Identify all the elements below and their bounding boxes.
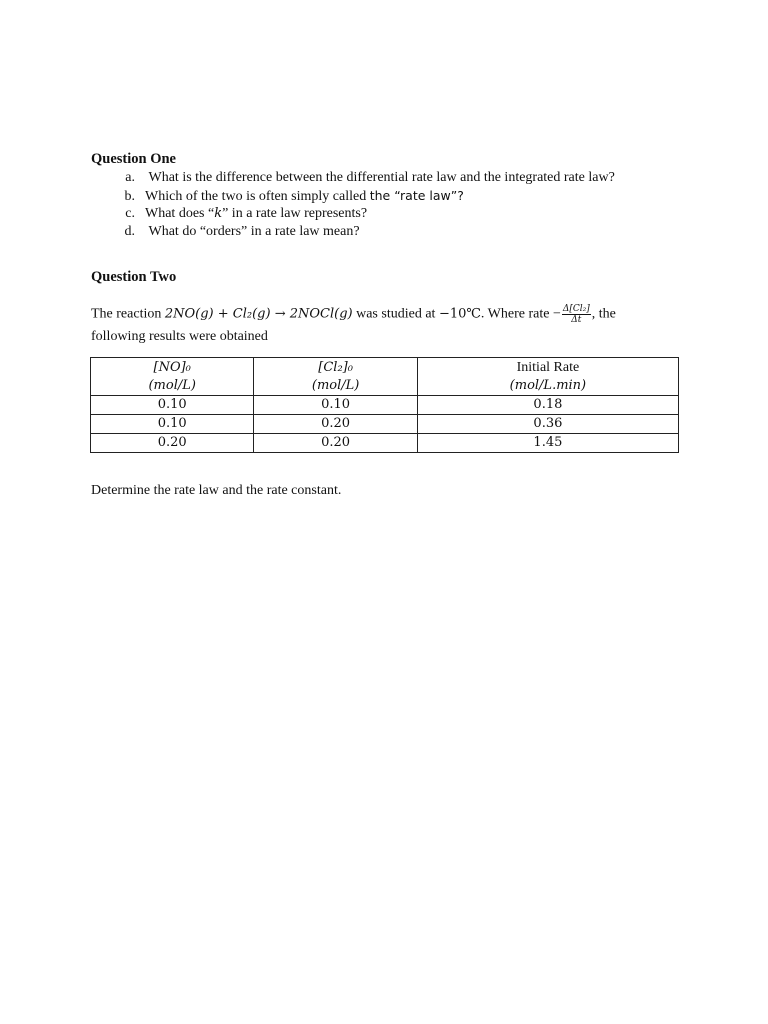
item-letter: c. (125, 206, 135, 221)
header-unit: (mol/L.min) (509, 377, 587, 393)
header-no (91, 358, 254, 396)
table-cell: 0.20 (254, 415, 417, 434)
header-cl2 (254, 358, 417, 396)
item-text-part: What does “ (145, 206, 215, 221)
item-letter: d. (124, 224, 135, 239)
table-cell: 1.45 (417, 434, 678, 453)
table-cell: 0.20 (91, 434, 254, 453)
reaction-equation: 2NO(g) + Cl₂(g) → 2NOCl(g) (164, 306, 353, 322)
table-cell: 0.10 (91, 396, 254, 415)
question-two-intro (91, 304, 616, 325)
table-cell: 0.10 (254, 396, 417, 415)
intro-text: . Where rate − (480, 306, 561, 322)
table-cell: 0.18 (417, 396, 678, 415)
list-item (91, 223, 615, 241)
table-header-row (91, 358, 679, 396)
table-row (91, 415, 679, 434)
item-text: What is the difference between the differential rate law and the integrated rate law? (148, 170, 615, 185)
list-item (91, 187, 615, 205)
item-text (145, 187, 464, 206)
item-letter: b. (124, 189, 135, 204)
question-two-heading: Question Two (91, 269, 177, 285)
temperature: −10℃ (438, 306, 481, 322)
question-one-heading: Question One (91, 151, 176, 167)
intro-text: The reaction (91, 306, 165, 322)
item-text: What do “orders” in a rate law mean? (148, 224, 360, 239)
intro-text: was studied at (352, 306, 439, 322)
question-one-list (91, 169, 615, 241)
header-line: [NO]₀ (153, 359, 191, 375)
header-line: Initial Rate (516, 359, 580, 375)
header-unit: (mol/L) (148, 377, 196, 393)
item-text (145, 205, 367, 223)
k-symbol: k (214, 206, 223, 221)
question-two-intro-line2: following results were obtained (91, 329, 268, 344)
item-text-part: ” in a rate law represents? (222, 206, 368, 221)
list-item (91, 205, 615, 223)
header-unit: (mol/L) (311, 377, 360, 393)
item-text-part: Which of the two is often simply called (145, 189, 370, 204)
rate-law-quote: the “rate law”? (369, 188, 464, 203)
table-row (91, 434, 679, 453)
table-cell: 0.10 (91, 415, 254, 434)
item-letter: a. (125, 170, 135, 185)
table-cell: 0.36 (417, 415, 678, 434)
fraction-numerator: Δ[Cl₂] (562, 304, 590, 314)
rate-fraction (562, 304, 591, 325)
list-item (91, 169, 615, 187)
table-cell: 0.20 (254, 434, 417, 453)
intro-text: , the (591, 306, 616, 322)
header-rate (417, 358, 678, 396)
rate-data-table (90, 357, 679, 453)
header-line: [Cl₂]₀ (318, 359, 353, 375)
question-two-instruction: Determine the rate law and the rate constant. (91, 483, 342, 498)
fraction-denominator: Δt (571, 315, 582, 325)
table-row (91, 396, 679, 415)
